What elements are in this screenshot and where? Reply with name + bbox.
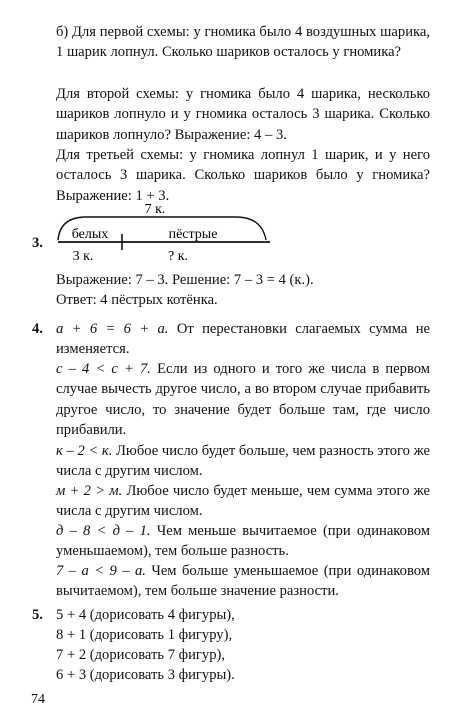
task-4-number: 4. bbox=[32, 321, 43, 337]
task-4-explanation: От перестановки слагаемых сумма не изменяется. bbox=[56, 321, 430, 358]
task-4-item bbox=[56, 441, 430, 482]
task-5-number: 5. bbox=[32, 607, 43, 623]
left-part-label: белых bbox=[71, 227, 109, 242]
task-4-expression: м + 2 > м. bbox=[56, 483, 123, 499]
task-4-expression: 7 – а < 9 – а. bbox=[56, 563, 146, 579]
task-3-number: 3. bbox=[32, 235, 43, 251]
task-4-expression: к – 2 < к. bbox=[56, 443, 113, 459]
right-part-value: ? к. bbox=[167, 249, 189, 264]
task-5-line: 7 + 2 (дорисовать 7 фигур), bbox=[56, 647, 226, 663]
task-3-expression: Выражение: 7 – 3. Решение: 7 – 3 = 4 (к.). bbox=[56, 272, 314, 288]
task-4-item bbox=[56, 561, 430, 602]
page-number: 74 bbox=[31, 692, 45, 707]
task-3-answer: Ответ: 4 пёстрых котёнка. bbox=[56, 292, 218, 308]
right-part-label: пёстрые bbox=[168, 227, 218, 242]
task-4-expression: а + 6 = 6 + а. bbox=[56, 321, 169, 337]
section-b-paragraph-3: Для третьей схемы: у гномика лопнул 1 шарик, и у него осталось 3 шарика. Сколько шариков было у гномика? Выражение: 1 + 3. bbox=[56, 147, 430, 204]
task-5-line: 8 + 1 (дорисовать 1 фигуру), bbox=[56, 627, 233, 643]
task-4-item bbox=[56, 521, 430, 562]
task-4-explanation: Чем больше уменьшаемое (при одинаковом вычитаемом), тем больше значение разности. bbox=[56, 563, 430, 600]
task-4-expression: д – 8 < д – 1. bbox=[56, 523, 151, 539]
task-4-item bbox=[56, 319, 430, 360]
task-5-line: 6 + 3 (дорисовать 3 фигуры). bbox=[56, 667, 235, 683]
segment-diagram bbox=[48, 200, 288, 264]
task-4-item bbox=[56, 481, 430, 522]
task-4-explanation: Любое число будет меньше, чем сумма этого же числа с другим числом. bbox=[56, 483, 430, 520]
section-b-paragraph-1: б) Для первой схемы: у гномика было 4 воздушных шарика, 1 шарик лопнул. Сколько шариков осталось у гномика? bbox=[56, 24, 430, 61]
task-4-explanation: Если из одного и того же числа в первом случае вычесть другое число, а во втором случае прибавить другое число, то значение будет больше там, где число прибавили. bbox=[56, 361, 430, 439]
task-4-explanation: Любое число будет больше, чем разность этого же числа с другим числом. bbox=[56, 443, 430, 480]
task-4-explanation: Чем меньше вычитаемое (при одинаковом уменьшаемом), тем больше разность. bbox=[56, 523, 430, 560]
left-part-value: 3 к. bbox=[72, 249, 94, 264]
task-5-line: 5 + 4 (дорисовать 4 фигуры), bbox=[56, 607, 235, 623]
total-label: 7 к. bbox=[144, 202, 166, 217]
task-4-expression: с – 4 < с + 7. bbox=[56, 361, 151, 377]
section-b-paragraph-2: Для второй схемы: у гномика было 4 шарика, несколько шариков лопнуло и у гномика осталось 3 шарика. Сколько шариков лопнуло? Выражение: 4 – 3. bbox=[56, 86, 430, 143]
task-4-item bbox=[56, 359, 430, 441]
